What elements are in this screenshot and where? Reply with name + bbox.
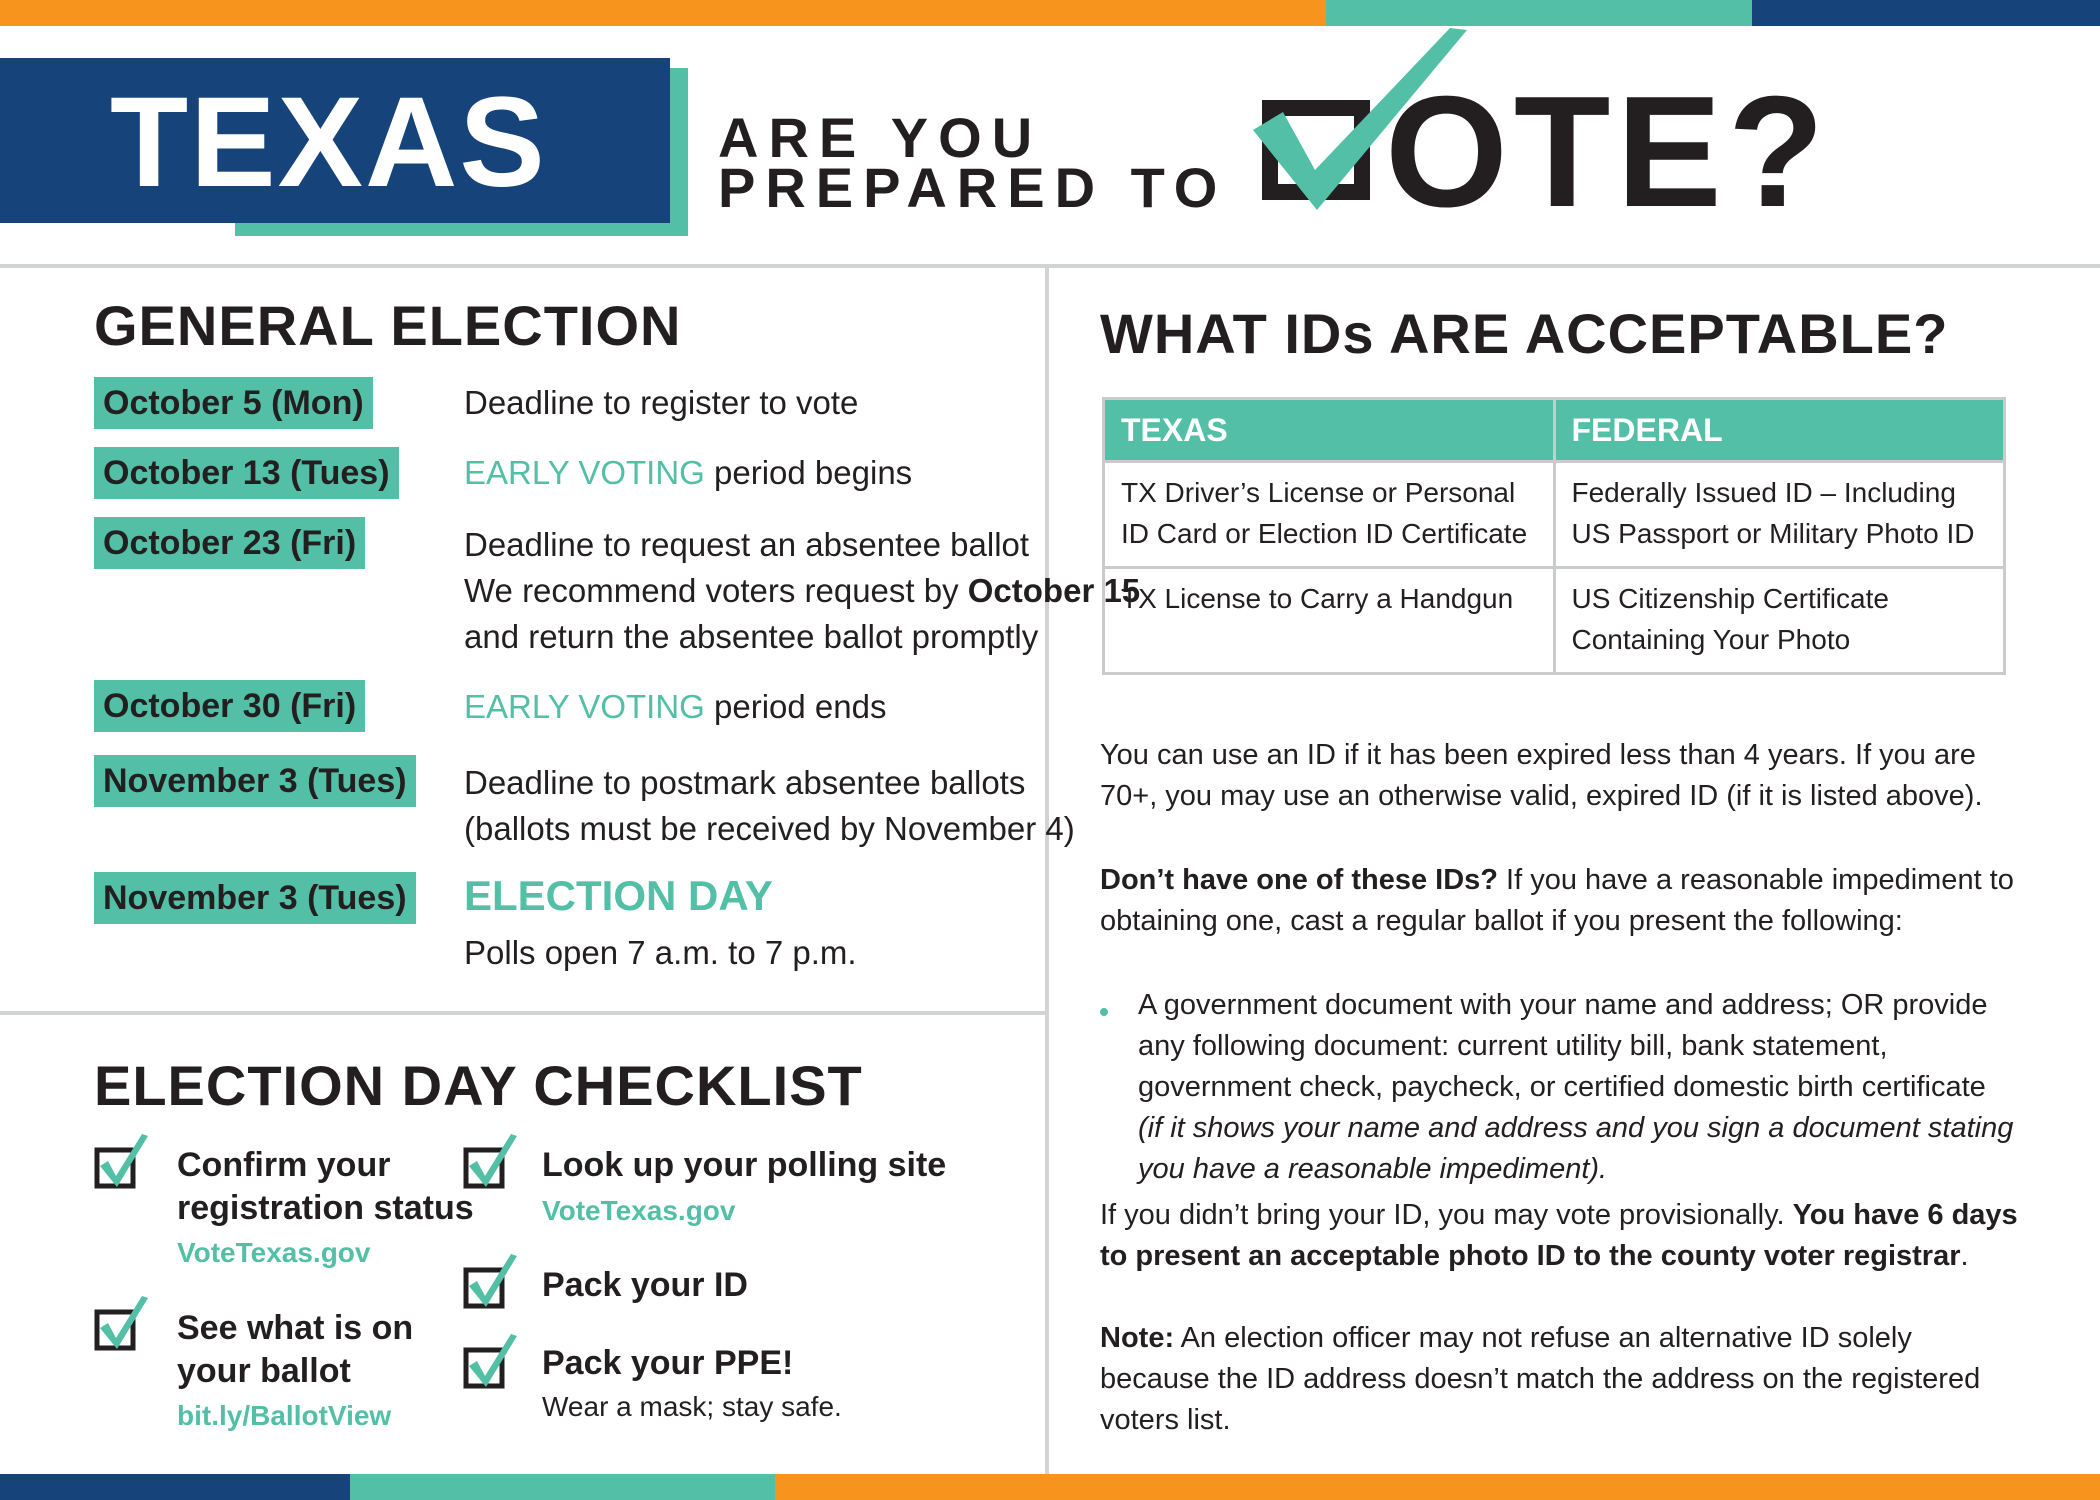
table-row [1104, 462, 2005, 568]
date-badge: October 5 (Mon) [94, 377, 373, 429]
bottom-strip-orange [775, 1474, 2100, 1500]
provisional-deadline: You have 6 days to present an acceptable photo ID to the county voter registrar [1100, 1199, 2018, 1272]
checkbox-checked-icon [94, 1292, 148, 1352]
checkbox-checked-icon [463, 1330, 517, 1390]
checklist-title: ELECTION DAY CHECKLIST [94, 1054, 863, 1117]
provisional-paragraph [1100, 1195, 2020, 1277]
event-text: Deadline to request an absentee ballot [464, 526, 1030, 563]
checklist-item-label: registration status [177, 1189, 474, 1227]
event-text: (ballots must be received by November 4) [464, 810, 1075, 847]
table-header-federal: FEDERAL [1554, 399, 2005, 462]
checklist-item-label: your ballot [177, 1352, 351, 1390]
election-day-heading: ELECTION DAY [464, 872, 773, 919]
ballot-view-link[interactable]: bit.ly/BallotView [177, 1400, 392, 1431]
bottom-strip-teal [350, 1474, 775, 1500]
date-badge: November 3 (Tues) [94, 755, 416, 807]
tagline-line-2: PREPARED TO [718, 156, 1228, 219]
event-prefix: We recommend voters request by [464, 572, 968, 609]
no-id-text: If you have a reasonable impediment to obtaining one, cast a regular ballot if you present the following: [1100, 864, 2014, 937]
table-header-texas: TEXAS [1104, 399, 1555, 462]
table-cell: TX License to Carry a Handgun [1104, 568, 1555, 674]
bullet-italic: (if it shows your name and address and you sign a document stating you have a reasonable impediment). [1138, 1112, 2014, 1185]
bullet-icon [1100, 1008, 1108, 1016]
table-cell: US Citizenship Certificate Containing Your Photo [1554, 568, 2005, 674]
early-voting-label: EARLY VOTING [464, 454, 705, 491]
top-strip-orange [0, 0, 1326, 26]
event-text: Deadline to register to vote [464, 384, 859, 421]
checklist-item-label: See what is on [177, 1309, 414, 1347]
checkbox-checked-icon [463, 1250, 517, 1310]
bullet-text: A government document with your name and address; OR provide any following document: current utility bill, bank statement, government check, paycheck, or certified domestic birth certificate [1138, 989, 1988, 1103]
top-strip-navy [1752, 0, 2100, 26]
no-id-question: Don’t have one of these IDs? [1100, 864, 1498, 896]
date-badge: October 13 (Tues) [94, 447, 399, 499]
ids-title: WHAT IDs ARE ACCEPTABLE? [1100, 302, 1949, 365]
date-badge: October 23 (Fri) [94, 517, 365, 569]
note-label: Note: [1100, 1322, 1175, 1354]
left-section-divider [0, 1011, 1045, 1015]
checklist-item-label: Look up your polling site [542, 1146, 947, 1184]
table-cell: Federally Issued ID – Including US Passport or Military Photo ID [1554, 462, 2005, 568]
event-text: Polls open 7 a.m. to 7 p.m. [464, 934, 857, 971]
event-text: and return the absentee ballot promptly [464, 618, 1039, 655]
date-badge: November 3 (Tues) [94, 872, 416, 924]
column-divider [1045, 266, 1049, 1474]
no-id-paragraph [1100, 860, 2020, 942]
checkbox-checked-icon [94, 1130, 148, 1190]
event-text [464, 450, 912, 495]
date-badge: October 30 (Fri) [94, 680, 365, 732]
state-title: TEXAS [110, 71, 547, 214]
event-text [464, 568, 1140, 613]
event-suffix: period begins [704, 454, 913, 491]
general-election-title: GENERAL ELECTION [94, 294, 682, 357]
checkbox-checked-icon [463, 1130, 517, 1190]
vote-word: OTE? [1385, 64, 1831, 240]
early-voting-label: EARLY VOTING [464, 688, 705, 725]
provisional-text: If you didn’t bring your ID, you may vote provisionally. [1100, 1199, 1793, 1231]
bottom-strip-navy [0, 1474, 350, 1500]
votetexas-link[interactable]: VoteTexas.gov [177, 1237, 371, 1268]
table-cell: TX Driver’s License or Personal ID Card or Election ID Certificate [1104, 462, 1555, 568]
votetexas-link[interactable]: VoteTexas.gov [542, 1195, 736, 1226]
expired-id-note: You can use an ID if it has been expired less than 4 years. If you are 70+, you may use an otherwise valid, expired ID (if it is listed above). [1100, 739, 1983, 812]
checklist-item-label: Pack your PPE! [542, 1344, 794, 1382]
checkbox-check-icon [1245, 20, 1485, 215]
provisional-end: . [1960, 1240, 1969, 1272]
header-divider [0, 264, 2100, 268]
event-suffix: period ends [704, 688, 887, 725]
note-text: An election officer may not refuse an alternative ID solely because the ID address doesn’t match the address on the registered voters list. [1100, 1322, 1981, 1436]
event-text [464, 684, 887, 729]
note-paragraph [1100, 1318, 2020, 1441]
recommended-date: October 15 [967, 572, 1141, 609]
checklist-item-label: Confirm your [177, 1146, 391, 1184]
checklist-item-label: Pack your ID [542, 1266, 748, 1304]
table-row [1104, 568, 2005, 674]
tagline-line-1: ARE YOU [718, 106, 1043, 169]
checklist-item-subtext: Wear a mask; stay safe. [542, 1391, 842, 1422]
bullet-paragraph [1138, 985, 2018, 1190]
event-text: Deadline to postmark absentee ballots [464, 764, 1026, 801]
id-table [1102, 397, 2006, 675]
